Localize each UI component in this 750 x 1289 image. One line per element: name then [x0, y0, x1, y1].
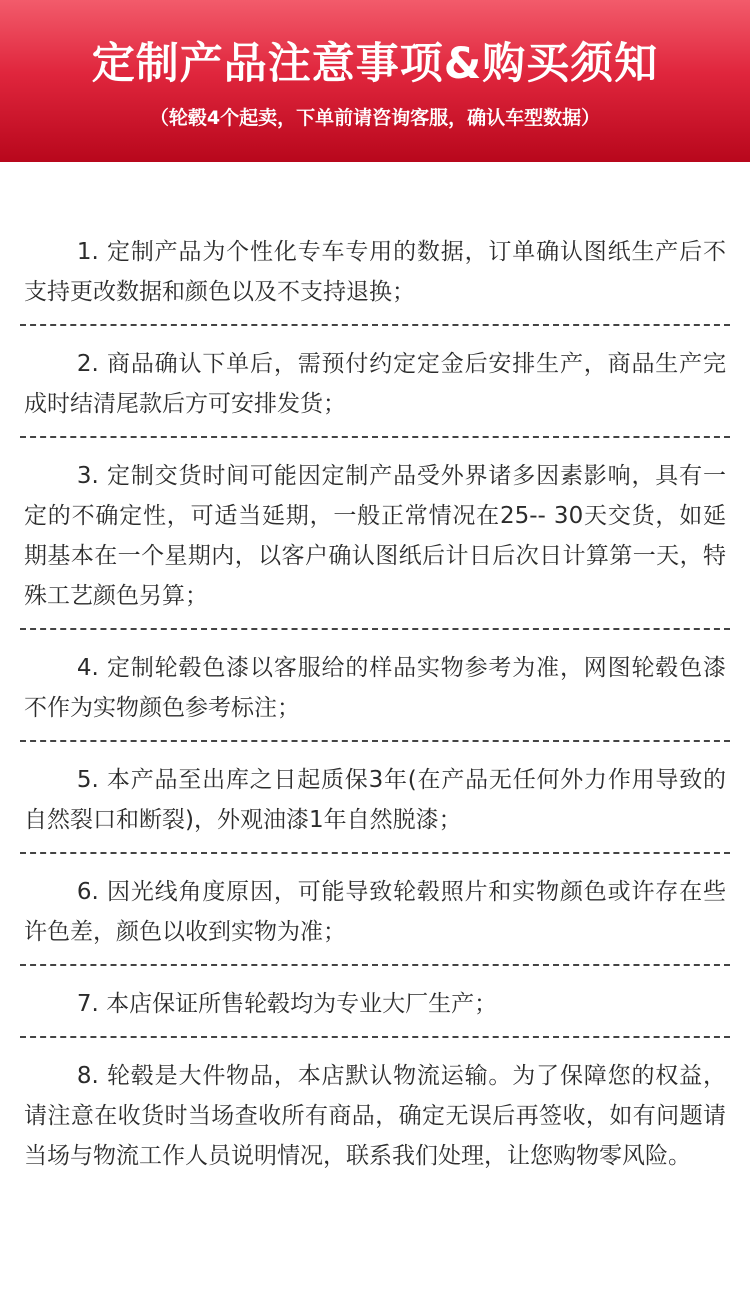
- notice-text: 3. 定制交货时间可能因定制产品受外界诸多因素影响，具有一定的不确定性，可适当延期，一般正常情况在25-- 30天交货，如延期基本在一个星期内，以客户确认图纸后计日后次日计算第一天，特殊工艺颜色另算；: [24, 463, 726, 609]
- notice-item-7: [20, 966, 730, 1038]
- notice-item-6: [20, 854, 730, 966]
- notice-item-5: [20, 742, 730, 854]
- notice-item-1: [20, 214, 730, 326]
- notice-item-4: [20, 630, 730, 742]
- notice-list: [0, 162, 750, 1188]
- notice-text: 7. 本店保证所售轮毂均为专业大厂生产；: [76, 991, 498, 1017]
- page-subtitle: （轮毂4个起卖，下单前请咨询客服，确认车型数据）: [149, 107, 601, 129]
- notice-item-2: [20, 326, 730, 438]
- notice-text: 2. 商品确认下单后，需预付约定定金后安排生产，商品生产完成时结清尾款后方可安排发货；: [24, 351, 726, 417]
- notice-text: 1. 定制产品为个性化专车专用的数据，订单确认图纸生产后不支持更改数据和颜色以及不支持退换；: [24, 239, 726, 305]
- notice-text: 8. 轮毂是大件物品，本店默认物流运输。为了保障您的权益，请注意在收货时当场查收所有商品，确定无误后再签收，如有问题请当场与物流工作人员说明情况，联系我们处理，让您购物零风险。: [24, 1063, 726, 1169]
- notice-item-3: [20, 438, 730, 630]
- page-title: 定制产品注意事项&购买须知: [91, 39, 659, 89]
- notice-text: 4. 定制轮毂色漆以客服给的样品实物参考为准，网图轮毂色漆不作为实物颜色参考标注；: [24, 655, 726, 721]
- notice-text: 5. 本产品至出库之日起质保3年(在产品无任何外力作用导致的自然裂口和断裂)，外观油漆1年自然脱漆；: [24, 767, 726, 833]
- header-banner: [0, 0, 750, 162]
- notice-item-8: [20, 1038, 730, 1188]
- notice-text: 6. 因光线角度原因，可能导致轮毂照片和实物颜色或许存在些许色差，颜色以收到实物为准；: [24, 879, 726, 945]
